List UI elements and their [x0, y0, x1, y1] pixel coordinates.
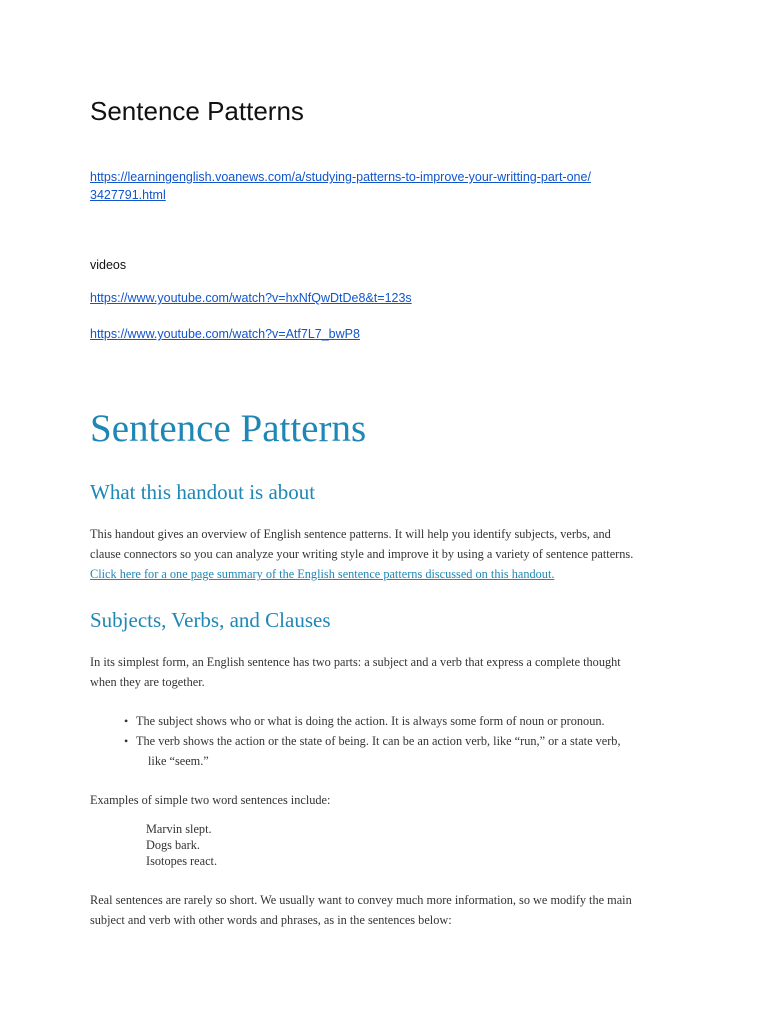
voa-article-link[interactable]	[90, 168, 591, 204]
about-line-2: clause connectors so you can analyze your writing style and improve it by using a variety of sentence patterns.	[90, 547, 634, 561]
about-paragraph	[90, 524, 690, 584]
bullet-icon: •	[124, 714, 129, 728]
summary-link[interactable]: Click here for a one page summary of the English sentence patterns discussed on this handout.	[90, 567, 555, 581]
videos-label: videos	[90, 258, 127, 272]
bullet-icon: •	[124, 734, 129, 748]
real-line-1: Real sentences are rarely so short. We usually want to convey much more information, so we modify the main	[90, 893, 632, 907]
example-sentence: Isotopes react.	[146, 854, 218, 868]
list-item	[124, 731, 684, 771]
simple-line-2: when they are together.	[90, 675, 205, 689]
voa-link-line-2: 3427791.html	[90, 188, 166, 202]
real-line-2: subject and verb with other words and phrases, as in the sentences below:	[90, 913, 452, 927]
bullet-text: The subject shows who or what is doing the action. It is always some form of noun or pronoun.	[136, 714, 605, 728]
about-heading: What this handout is about	[90, 480, 316, 504]
simple-line-1: In its simplest form, an English sentence has two parts: a subject and a verb that express a complete thought	[90, 655, 621, 669]
example-sentence: Dogs bark.	[146, 838, 200, 852]
real-sentences-paragraph	[90, 890, 690, 930]
youtube-link-1[interactable]: https://www.youtube.com/watch?v=hxNfQwDtDe8&t=123s	[90, 291, 412, 305]
bullet-text: The verb shows the action or the state of being. It can be an action verb, like “run,” or a state verb,	[136, 734, 621, 748]
subjects-verbs-clauses-heading: Subjects, Verbs, and Clauses	[90, 608, 331, 632]
example-sentence: Marvin slept.	[146, 822, 212, 836]
handout-title: Sentence Patterns	[90, 407, 367, 450]
voa-link-line-1: https://learningenglish.voanews.com/a/studying-patterns-to-improve-your-writting-part-one/	[90, 170, 591, 184]
page-title: Sentence Patterns	[90, 96, 304, 126]
simplest-form-paragraph	[90, 652, 690, 692]
bullet-text-continued: like “seem.”	[148, 754, 209, 768]
examples-intro: Examples of simple two word sentences include:	[90, 793, 331, 807]
example-sentences	[146, 821, 217, 869]
youtube-link-2[interactable]: https://www.youtube.com/watch?v=Atf7L7_bwP8	[90, 327, 360, 341]
subject-verb-list	[124, 711, 684, 771]
list-item	[124, 711, 684, 731]
about-line-1: This handout gives an overview of English sentence patterns. It will help you identify subjects, verbs, and	[90, 527, 611, 541]
